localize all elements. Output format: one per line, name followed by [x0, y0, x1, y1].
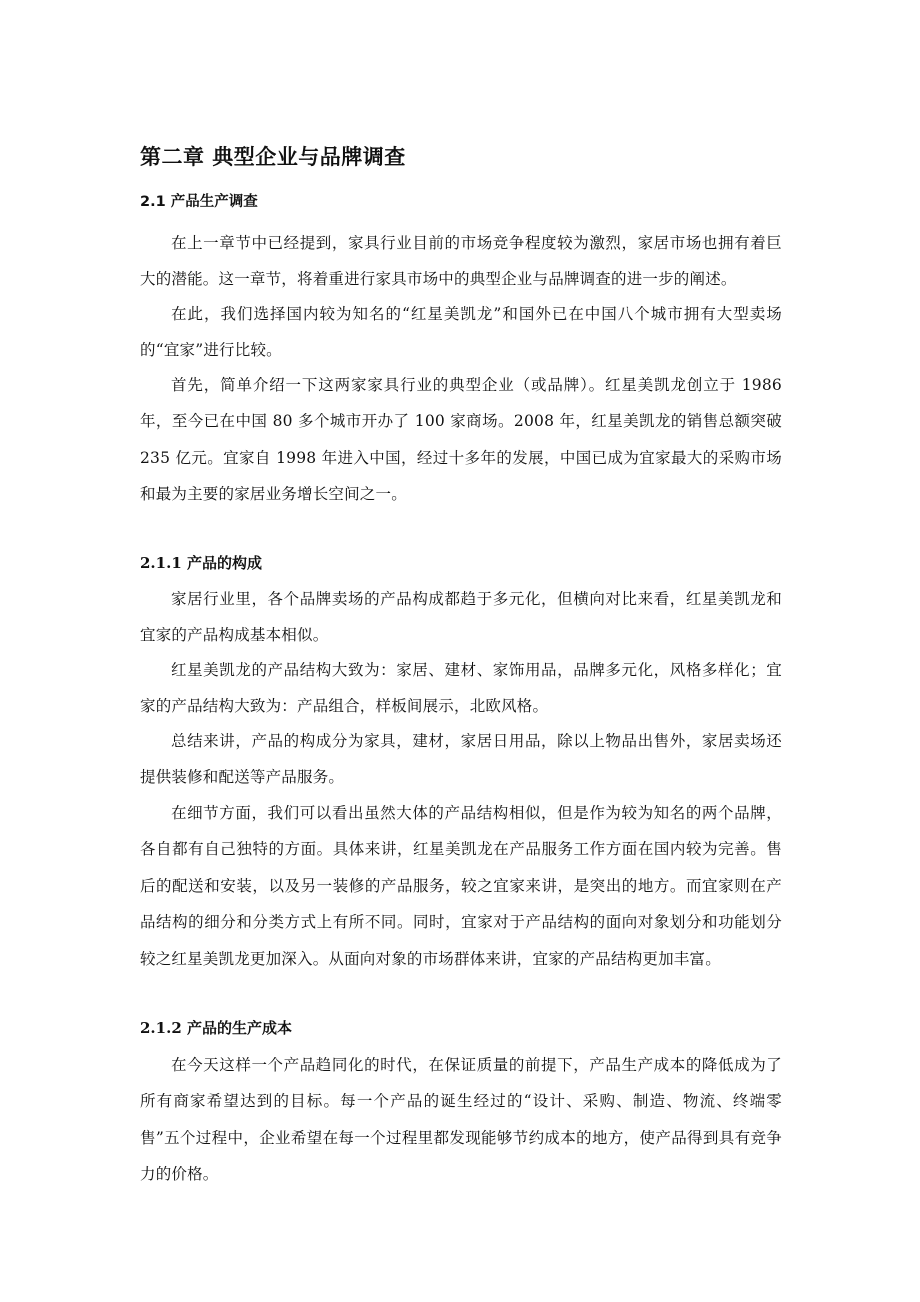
- paragraph: 家居行业里，各个品牌卖场的产品构成都趋于多元化，但横向对比来看，红星美凯龙和宜家的产品构成基本相似。: [140, 590, 782, 645]
- paragraph: 首先，简单介绍一下这两家家具行业的典型企业（或品牌）。红星美凯龙创立于 1986 年，至今已在中国 80 多个城市开办了 100 家商场。2008 年，红星美凯龙的销售总额突破 235 亿元。宜家自 1998 年进入中国，经过十多年的发展，中国已成为宜家最大的采购市场和最为主要的家居业务增长空间之一。: [140, 376, 782, 504]
- paragraph: 在细节方面，我们可以看出虽然大体的产品结构相似，但是作为较为知名的两个品牌，各自都有自己独特的方面。具体来讲，红星美凯龙在产品服务工作方面在国内较为完善。售后的配送和安装，以及另一装修的产品服务，较之宜家来讲，是突出的地方。而宜家则在产品结构的细分和分类方式上有所不同。同时，宜家对于产品结构的面向对象划分和功能划分较之红星美凯龙更加深入。从面向对象的市场群体来讲，宜家的产品结构更加丰富。: [140, 804, 782, 968]
- paragraph: 在上一章节中已经提到，家具行业目前的市场竞争程度较为激烈，家居市场也拥有着巨大的潜能。这一章节，将着重进行家具市场中的典型企业与品牌调查的进一步的阐述。: [140, 234, 782, 289]
- chapter-title: 第二章 典型企业与品牌调查: [140, 145, 406, 169]
- paragraph: 在今天这样一个产品趋同化的时代，在保证质量的前提下，产品生产成本的降低成为了所有商家希望达到的目标。每一个产品的诞生经过的“设计、采购、制造、物流、终端零售”五个过程中，企业希望在每一个过程里都发现能够节约成本的地方，使产品得到具有竞争力的价格。: [140, 1056, 782, 1184]
- paragraph: 在此，我们选择国内较为知名的“红星美凯龙”和国外已在中国八个城市拥有大型卖场的“宜家”进行比较。: [140, 305, 782, 360]
- section-title: 2.1 产品生产调查: [140, 194, 258, 210]
- paragraph: 总结来讲，产品的构成分为家具，建材，家居日用品，除以上物品出售外，家居卖场还提供装修和配送等产品服务。: [140, 732, 782, 787]
- subsection-title: 2.1.2 产品的生产成本: [140, 1019, 292, 1037]
- paragraph: 红星美凯龙的产品结构大致为：家居、建材、家饰用品，品牌多元化，风格多样化；宜家的产品结构大致为：产品组合，样板间展示，北欧风格。: [140, 661, 782, 716]
- subsection-title: 2.1.1 产品的构成: [140, 554, 262, 572]
